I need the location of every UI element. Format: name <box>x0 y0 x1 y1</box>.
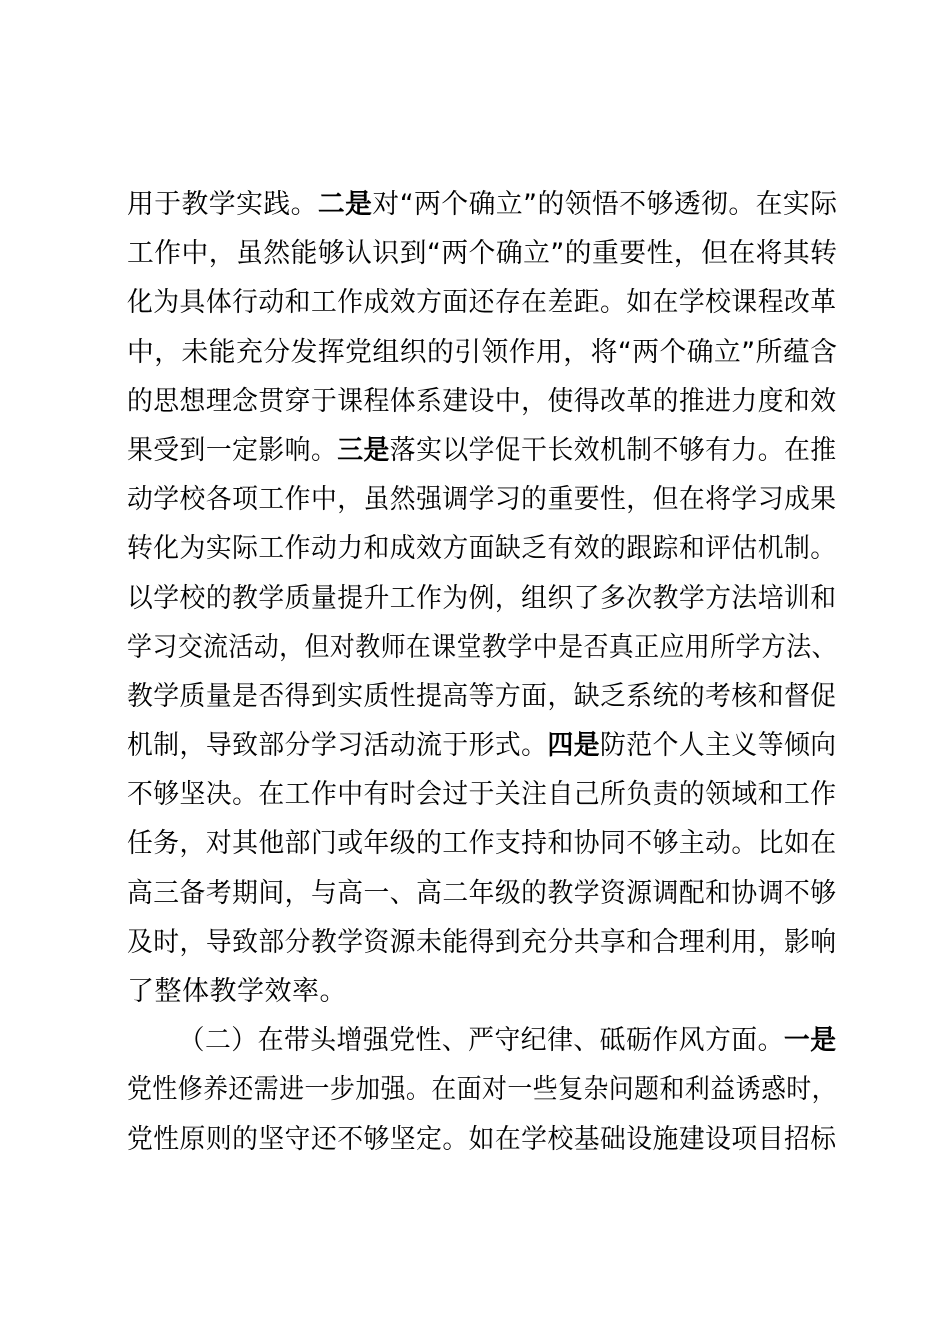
text-span: 了整体教学效率。 <box>127 976 347 1007</box>
text-span: 转化为实际工作动力和成效方面缺乏有效的跟踪和评估机制。 <box>127 533 837 565</box>
document-body <box>127 180 837 1164</box>
text-span: 以学校的教学质量提升工作为例，组织了多次教学方法培训和 <box>127 582 837 614</box>
text-line <box>127 574 837 623</box>
text-line <box>127 819 837 868</box>
text-span: 动学校各项工作中，虽然强调学习的重要性，但在将学习成果 <box>127 484 837 516</box>
text-line <box>127 869 837 918</box>
bold-marker: 一是 <box>783 1025 837 1057</box>
text-line <box>127 623 838 672</box>
text-span: 机制，导致部分学习活动流于形式。 <box>127 730 548 762</box>
text-span: 对“两个确立”的领悟不够透彻。在实际 <box>372 189 838 220</box>
text-span: 的思想理念贯穿于课程体系建设中，使得改革的推进力度和效 <box>127 385 837 417</box>
bold-marker: 四是 <box>547 730 601 762</box>
text-span: 工作中，虽然能够认识到“两个确立”的重要性，但在将其转 <box>127 238 838 270</box>
bold-marker: 二是 <box>317 189 373 220</box>
text-span: 防范个人主义等倾向 <box>600 730 837 762</box>
text-line <box>127 328 838 377</box>
text-span: 果受到一定影响。 <box>127 434 338 466</box>
text-span: 化为具体行动和工作成效方面还存在差距。如在学校课程改革 <box>127 287 837 319</box>
text-span: 学习交流活动，但对教师在课堂教学中是否真正应用所学方法、 <box>127 631 838 663</box>
text-line <box>127 770 837 819</box>
text-span: 用于教学实践。 <box>127 189 318 220</box>
bold-marker: 三是 <box>337 434 390 466</box>
text-span: 高三备考期间，与高一、高二年级的教学资源调配和协调不够 <box>127 877 837 909</box>
text-line <box>127 426 837 475</box>
text-span: 任务，对其他部门或年级的工作支持和协同不够主动。比如在 <box>127 828 837 860</box>
text-line <box>127 672 837 721</box>
text-span: 不够坚决。在工作中有时会过于关注自己所负责的领域和工作 <box>127 779 837 811</box>
text-span: 教学质量是否得到实质性提高等方面，缺乏系统的考核和督促 <box>127 680 837 712</box>
text-line <box>127 1016 837 1065</box>
text-line <box>127 180 838 229</box>
text-line <box>127 475 837 524</box>
text-line <box>127 918 837 967</box>
text-line <box>127 967 837 1016</box>
text-span: （二）在带头增强党性、严守纪律、砥砺作风方面。 <box>178 1025 784 1057</box>
text-span: 党性修养还需进一步加强。在面对一些复杂问题和利益诱惑时， <box>127 1074 838 1106</box>
text-line <box>127 377 837 426</box>
text-span: 中，未能充分发挥党组织的引领作用，将“两个确立”所蕴含 <box>127 336 838 368</box>
text-span: 党性原则的坚守还不够坚定。如在学校基础设施建设项目招标 <box>127 1123 837 1155</box>
text-line <box>127 524 837 573</box>
text-line <box>127 721 837 770</box>
text-line <box>127 1065 838 1114</box>
text-span: 及时，导致部分教学资源未能得到充分共享和合理利用，影响 <box>127 926 837 958</box>
text-line <box>127 1115 837 1164</box>
text-span: 落实以学促干长效机制不够有力。在推 <box>389 434 837 466</box>
text-line <box>127 229 838 278</box>
text-line <box>127 278 837 327</box>
